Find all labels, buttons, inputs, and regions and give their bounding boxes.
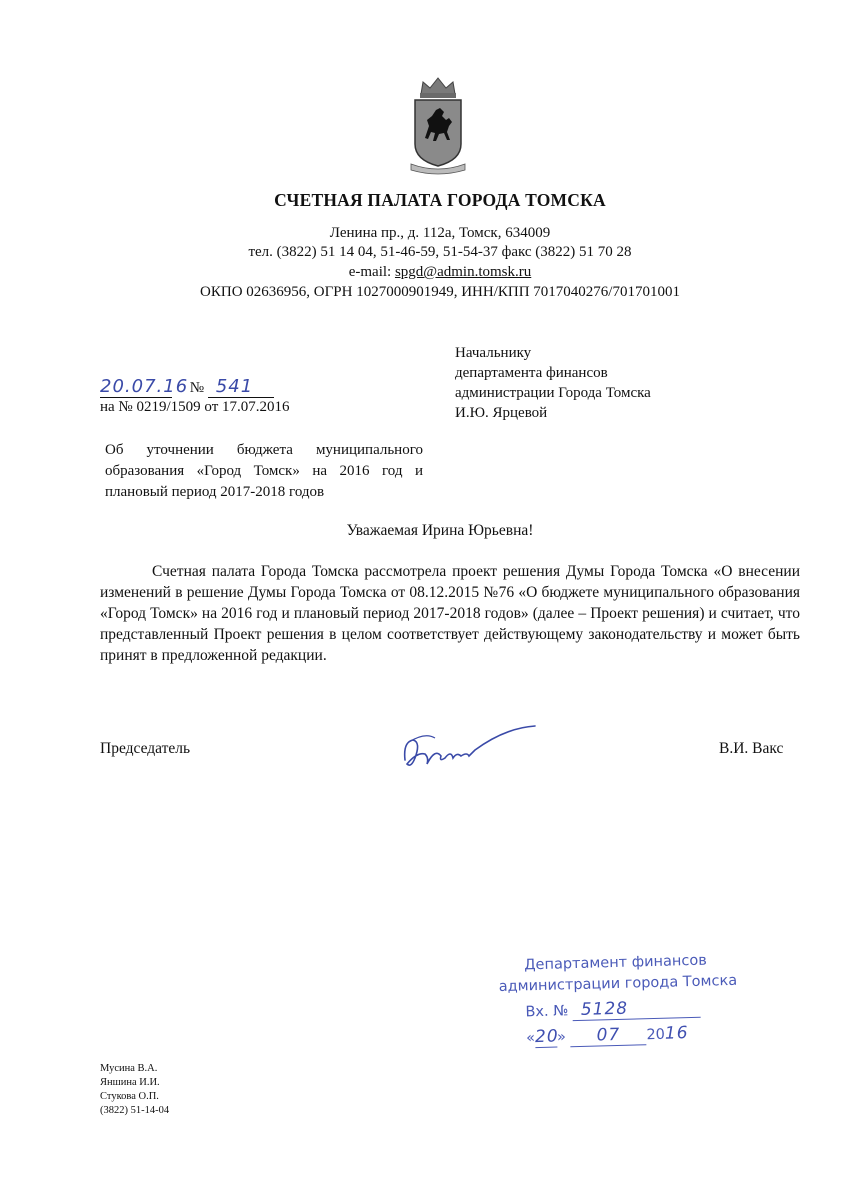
stamp-incoming-number xyxy=(525,997,701,1023)
stamp-in-number-field xyxy=(573,997,702,1021)
incoming-stamp xyxy=(490,952,740,1048)
email-link[interactable]: spgd@admin.tomsk.ru xyxy=(394,264,532,280)
number-label: № xyxy=(189,380,205,396)
executor-name: Стукова О.П. xyxy=(100,1091,159,1102)
outgoing-registration xyxy=(100,376,274,398)
recipient-line: И.Ю. Ярцевой xyxy=(455,405,548,421)
stamp-administration: администрации города Томска xyxy=(498,972,738,996)
executor-name: Мусина В.А. xyxy=(100,1063,158,1074)
recipient-block xyxy=(455,343,651,423)
stamp-in-label: Вх. № xyxy=(525,1003,569,1021)
recipient-line: Начальнику xyxy=(455,345,532,361)
executor-name: Яншина И.И. xyxy=(100,1077,160,1088)
signer-position: Председатель xyxy=(100,740,191,757)
reply-reference: на № 0219/1509 от 17.07.2016 xyxy=(100,399,290,415)
email-label: e-mail: xyxy=(348,264,395,280)
stamp-open-quote: « xyxy=(525,1030,536,1047)
stamp-in-number: 5128 xyxy=(580,998,629,1020)
stamp-day: 20 xyxy=(534,1026,559,1048)
outgoing-number: 541 xyxy=(208,376,274,398)
signer-name: В.И. Вакс xyxy=(719,740,784,757)
stamp-month: 07 xyxy=(596,1024,621,1046)
stamp-year-prefix: 20 xyxy=(646,1026,666,1044)
letter-subject: Об уточнении бюджета муниципального образования «Город Томск» на 2016 год и плановый период 2017-2018 годов xyxy=(105,442,423,500)
organization-title: СЧЕТНАЯ ПАЛАТА ГОРОДА ТОМСКА xyxy=(274,190,606,210)
handwritten-signature xyxy=(395,712,545,782)
letter-body: Счетная палата Города Томска рассмотрела проект решения Думы Города Томска «О внесении изменений в решение Думы Города Томска от 08.12.2015 №76 «О бюджете муниципального образования «Город Томск» на 2016 год и плановый период 2017-2018 годов» (далее – Проект решения) и считает, что представленный Проект решения в целом соответствует действующему законодательству и может быть принят в предложенной редакции. xyxy=(100,563,800,664)
stamp-year-suffix: 16 xyxy=(664,1023,689,1044)
tomsk-coat-of-arms-horse-icon xyxy=(405,76,471,176)
executor-phone: (3822) 51-14-04 xyxy=(100,1105,170,1116)
stamp-date xyxy=(526,1023,689,1048)
email-line xyxy=(0,263,850,282)
recipient-line: администрации Города Томска xyxy=(455,385,651,401)
recipient-line: департамента финансов xyxy=(455,365,608,381)
registry-codes: ОКПО 02636956, ОГРН 1027000901949, ИНН/КПП 7017040276/701701001 xyxy=(200,284,680,300)
stamp-department: Департамент финансов xyxy=(524,952,707,974)
stamp-month-field xyxy=(570,1024,647,1047)
coat-of-arms xyxy=(405,76,471,176)
address: Ленина пр., д. 112а, Томск, 634009 xyxy=(329,225,551,241)
stamp-close-quote: » xyxy=(556,1029,567,1046)
outgoing-date: 20.07.16 xyxy=(100,376,189,397)
phones: тел. (3822) 51 14 04, 51-46-59, 51-54-37 факс (3822) 51 70 28 xyxy=(248,244,632,260)
salutation: Уважаемая Ирина Юрьевна! xyxy=(346,522,534,539)
executors-block xyxy=(100,1062,169,1118)
